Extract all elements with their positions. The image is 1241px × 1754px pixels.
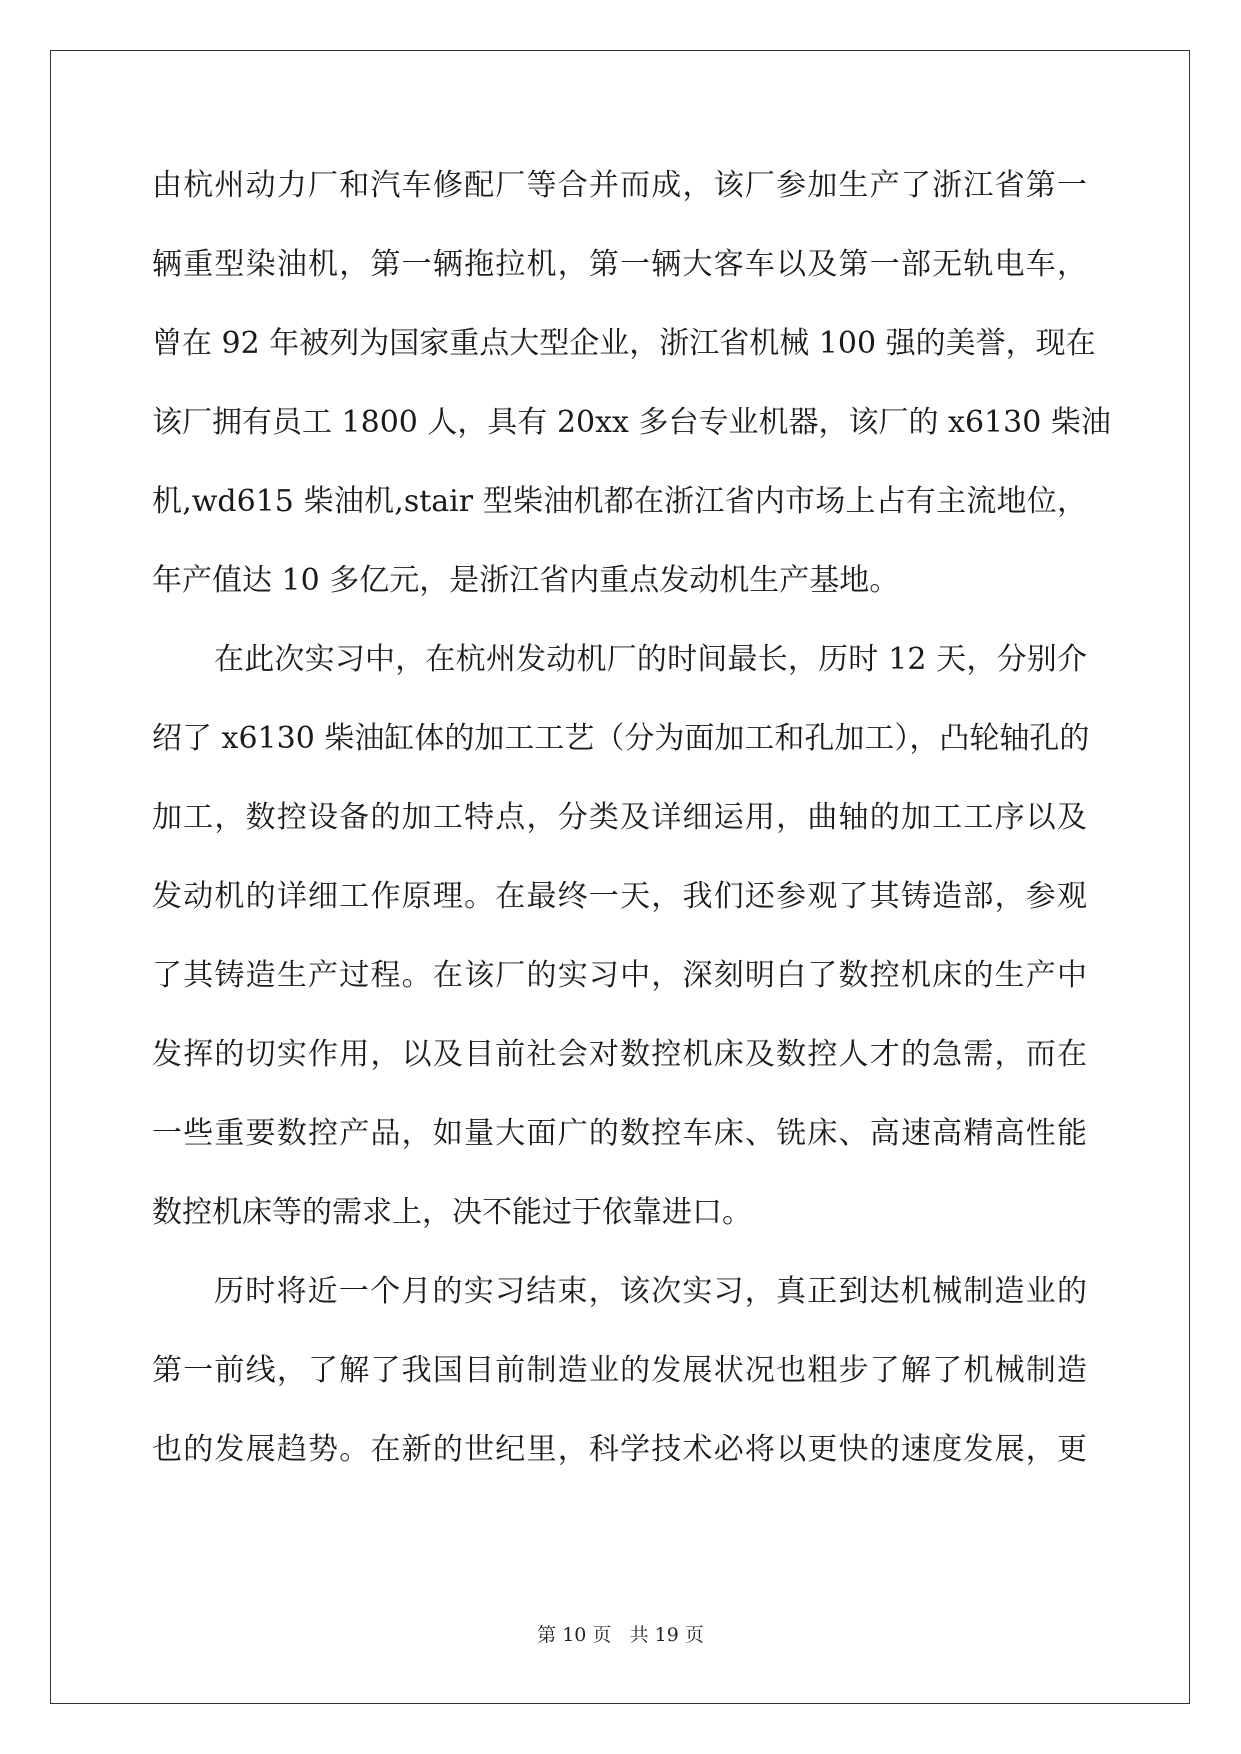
document-body: [152, 160, 1111, 1503]
text-line: 曾在 92 年被列为国家重点大型企业，浙江省机械 100 强的美誉，现在: [152, 326, 1096, 361]
text-line: 加工，数控设备的加工特点，分类及详细运用，曲轴的加工工序以及: [152, 800, 1087, 835]
text-line: 年产值达 10 多亿元，是浙江省内重点发动机生产基地。: [152, 563, 900, 598]
text-line: 在此次实习中，在杭州发动机厂的时间最长，历时 12 天，分别介: [214, 642, 1087, 677]
text-line: 机,wd615 柴油机,stair 型柴油机都在浙江省内市场上占有主流地位，: [152, 484, 1087, 519]
text-line: 数控机床等的需求上，决不能过于依靠进口。: [152, 1195, 752, 1230]
text-line: 也的发展趋势。在新的世纪里，科学技术必将以更快的速度发展，更: [152, 1432, 1087, 1467]
text-line: 该厂拥有员工 1800 人，具有 20xx 多台专业机器，该厂的 x6130 柴油: [152, 405, 1111, 440]
page-number: 第 10 页: [537, 1624, 612, 1646]
text-line: 绍了 x6130 柴油缸体的加工工艺（分为面加工和孔加工），凸轮轴孔的: [152, 721, 1090, 756]
page-total: 共 19 页: [629, 1624, 704, 1646]
text-line: 辆重型染油机，第一辆拖拉机，第一辆大客车以及第一部无轨电车，: [152, 247, 1087, 282]
text-line: 第一前线，了解了我国目前制造业的发展状况也粗步了解了机械制造: [152, 1353, 1087, 1388]
page-footer: [0, 1620, 1241, 1647]
text-line: 发挥的切实作用，以及目前社会对数控机床及数控人才的急需，而在: [152, 1037, 1087, 1072]
text-line: 一些重要数控产品，如量大面广的数控车床、铣床、高速高精高性能: [152, 1116, 1087, 1151]
text-line: 历时将近一个月的实习结束，该次实习，真正到达机械制造业的: [214, 1274, 1087, 1309]
text-line: 由杭州动力厂和汽车修配厂等合并而成，该厂参加生产了浙江省第一: [152, 168, 1087, 203]
text-line: 了其铸造生产过程。在该厂的实习中，深刻明白了数控机床的生产中: [152, 958, 1087, 993]
text-line: 发动机的详细工作原理。在最终一天，我们还参观了其铸造部，参观: [152, 879, 1087, 914]
